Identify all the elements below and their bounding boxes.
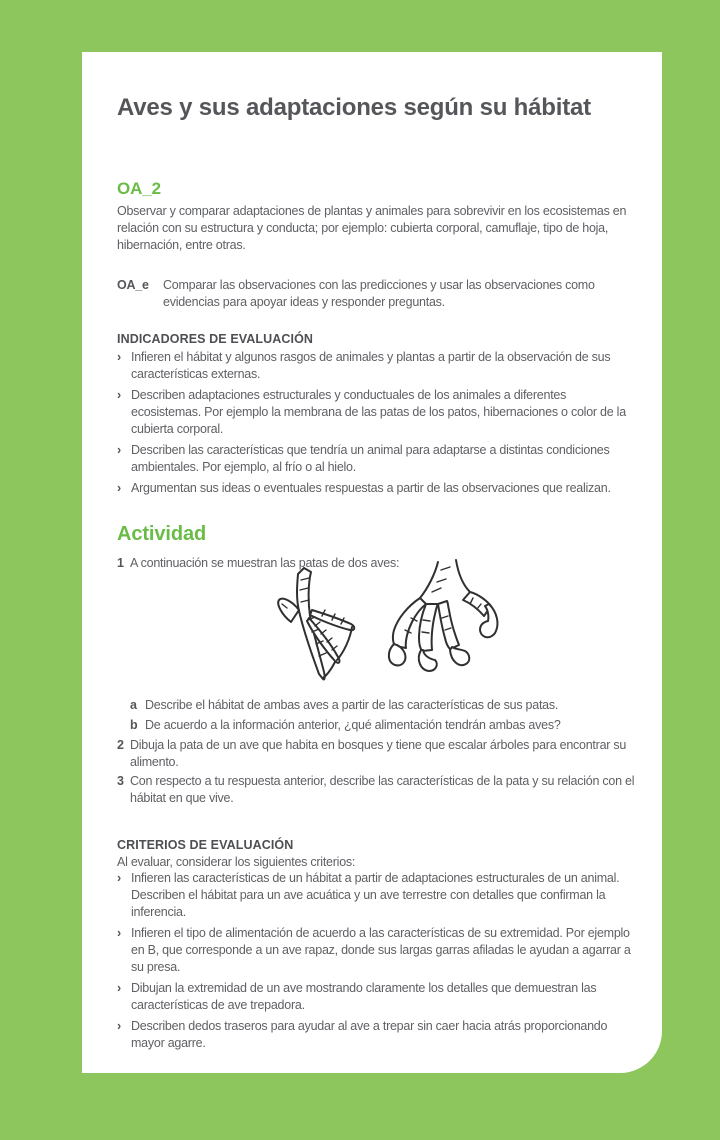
criterios-list [117, 870, 635, 1056]
list-item [117, 442, 635, 476]
actividad-item-2 [117, 737, 635, 771]
actividad-item-3 [117, 773, 635, 807]
list-item-text: Infieren el hábitat y algunos rasgos de animales y plantas a partir de la observación de sus características externas. [131, 350, 611, 381]
criterios-heading: CRITERIOS DE EVALUACIÓN [117, 838, 294, 852]
item-letter: b [130, 718, 138, 732]
item-number: 1 [117, 556, 124, 570]
bullet-marker: › [117, 481, 121, 495]
list-item-text: Describen adaptaciones estructurales y conductuales de los animales a diferentes ecosistemas. Por ejemplo la membrana de las patas de los patos, hibernaciones o color de la cubierta corporal. [131, 388, 626, 436]
bullet-marker: › [117, 871, 121, 885]
bullet-marker: › [117, 350, 121, 364]
list-item [117, 870, 635, 921]
item-text: De acuerdo a la información anterior, ¿qué alimentación tendrán ambas aves? [145, 718, 561, 732]
item-text: A continuación se muestran las patas de dos aves: [130, 556, 400, 570]
list-item-text: Describen dedos traseros para ayudar al ave a trepar sin caer hacia atrás proporcionando mayor agarre. [131, 1019, 608, 1050]
oae-label: OA_e [117, 278, 149, 292]
list-item-text: Dibujan la extremidad de un ave mostrando claramente los detalles que demuestran las características de ave trepadora. [131, 981, 597, 1012]
item-text: Dibuja la pata de un ave que habita en bosques y tiene que escalar árboles para encontrar su alimento. [130, 738, 627, 769]
item-text: Describe el hábitat de ambas aves a partir de las características de sus patas. [145, 698, 559, 712]
criterios-intro: Al evaluar, considerar los siguientes criterios: [117, 855, 356, 869]
item-text: Con respecto a tu respuesta anterior, describe las características de la pata y su relación con el hábitat en que vive. [130, 774, 635, 805]
indicadores-list [117, 349, 635, 501]
oa2-heading: OA_2 [117, 179, 162, 198]
list-item [117, 925, 635, 976]
list-item [117, 349, 635, 383]
actividad-heading: Actividad [117, 523, 207, 545]
oae-row [117, 277, 635, 311]
item-number: 2 [117, 738, 124, 752]
list-item [117, 480, 635, 497]
bullet-marker: › [117, 1019, 121, 1033]
list-item [117, 387, 635, 438]
list-item [117, 980, 635, 1014]
actividad-item-1a [130, 697, 648, 714]
indicadores-heading: INDICADORES DE EVALUACIÓN [117, 332, 314, 346]
worksheet-page [82, 52, 662, 1073]
oa2-body: Observar y comparar adaptaciones de plantas y animales para sobrevivir en los ecosistemas en relación con su estructura y conducta; por ejemplo: cubierta corporal, camuflaje, tipo de hoja, hibernación, entre otras. [117, 204, 627, 252]
list-item-text: Infieren el tipo de alimentación de acuerdo a las características de su extremidad. Por ejemplo en B, que corresponde a un ave rapaz, donde sus largas garras afiladas le ayudan a agarrar a su presa. [131, 926, 631, 974]
bullet-marker: › [117, 981, 121, 995]
bullet-marker: › [117, 388, 121, 402]
item-number: 3 [117, 774, 124, 788]
list-item-text: Infieren las características de un hábitat a partir de adaptaciones estructurales de un animal. Describen el hábitat para un ave acuática y un ave terrestre con detalles que confirman la inferencia. [131, 871, 620, 919]
webbed-foot-illustration [268, 564, 360, 690]
raptor-foot-illustration [378, 558, 504, 690]
bullet-marker: › [117, 926, 121, 940]
item-letter: a [130, 698, 137, 712]
list-item-text: Argumentan sus ideas o eventuales respuestas a partir de las observaciones que realizan. [131, 481, 611, 495]
list-item [117, 1018, 635, 1052]
page-title: Aves y sus adaptaciones según su hábitat [117, 94, 591, 121]
oae-body: Comparar las observaciones con las predicciones y usar las observaciones como evidencias para apoyar ideas y responder preguntas. [163, 278, 595, 309]
list-item-text: Describen las características que tendría un animal para adaptarse a distintas condiciones ambientales. Por ejemplo, al frío o al hielo. [131, 443, 610, 474]
actividad-item-1b [130, 717, 648, 734]
actividad-item-1 [117, 555, 635, 572]
bullet-marker: › [117, 443, 121, 457]
